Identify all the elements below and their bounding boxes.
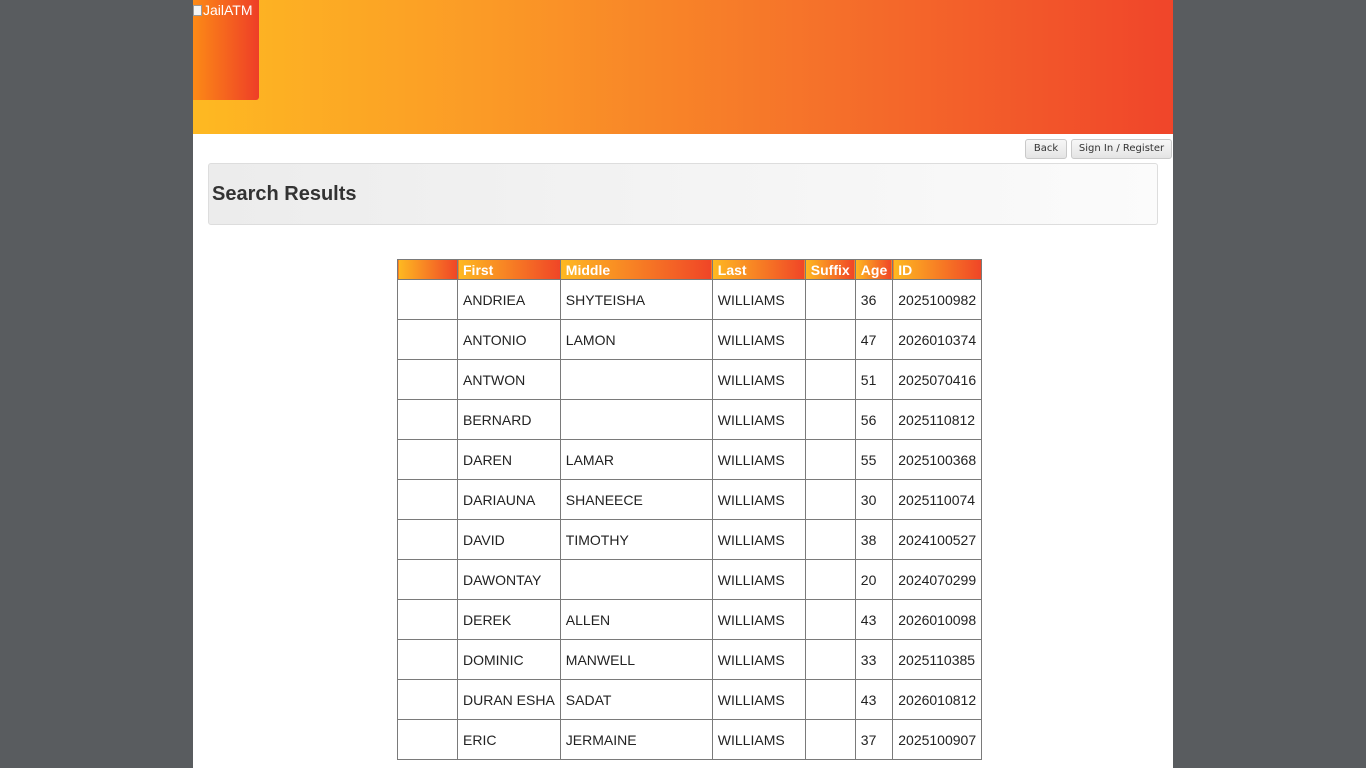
column-header-age[interactable]: Age <box>855 260 892 280</box>
photo-cell[interactable] <box>398 280 458 320</box>
cell-first: ANTWON <box>458 360 561 400</box>
cell-age: 36 <box>855 280 892 320</box>
cell-suffix <box>805 280 855 320</box>
table-row[interactable] <box>398 360 982 400</box>
cell-suffix <box>805 440 855 480</box>
cell-last: WILLIAMS <box>712 600 805 640</box>
table-header-row <box>398 260 982 280</box>
cell-id: 2026010812 <box>893 680 982 720</box>
cell-age: 47 <box>855 320 892 360</box>
cell-first: ERIC <box>458 720 561 760</box>
cell-id: 2025100982 <box>893 280 982 320</box>
cell-middle <box>560 360 712 400</box>
cell-age: 43 <box>855 680 892 720</box>
cell-first: ANTONIO <box>458 320 561 360</box>
column-header-first[interactable]: First <box>458 260 561 280</box>
cell-id: 2024070299 <box>893 560 982 600</box>
site-banner <box>193 0 1173 134</box>
column-header-suffix[interactable]: Suffix <box>805 260 855 280</box>
cell-first: DOMINIC <box>458 640 561 680</box>
cell-middle: SADAT <box>560 680 712 720</box>
cell-last: WILLIAMS <box>712 320 805 360</box>
cell-suffix <box>805 560 855 600</box>
column-header-id[interactable]: ID <box>893 260 982 280</box>
cell-age: 37 <box>855 720 892 760</box>
column-header-photo <box>398 260 458 280</box>
column-header-middle[interactable]: Middle <box>560 260 712 280</box>
photo-cell[interactable] <box>398 480 458 520</box>
table-row[interactable] <box>398 520 982 560</box>
cell-age: 30 <box>855 480 892 520</box>
cell-last: WILLIAMS <box>712 640 805 680</box>
cell-first: DAWONTAY <box>458 560 561 600</box>
cell-last: WILLIAMS <box>712 280 805 320</box>
photo-cell[interactable] <box>398 600 458 640</box>
photo-cell[interactable] <box>398 520 458 560</box>
table-row[interactable] <box>398 320 982 360</box>
table-row[interactable] <box>398 600 982 640</box>
cell-id: 2025100368 <box>893 440 982 480</box>
table-row[interactable] <box>398 480 982 520</box>
cell-id: 2025110074 <box>893 480 982 520</box>
cell-age: 55 <box>855 440 892 480</box>
cell-first: DARIAUNA <box>458 480 561 520</box>
cell-suffix <box>805 600 855 640</box>
cell-middle: LAMAR <box>560 440 712 480</box>
photo-cell[interactable] <box>398 320 458 360</box>
table-row[interactable] <box>398 680 982 720</box>
site-logo[interactable] <box>193 0 259 100</box>
photo-cell[interactable] <box>398 440 458 480</box>
cell-age: 33 <box>855 640 892 680</box>
cell-last: WILLIAMS <box>712 560 805 600</box>
cell-last: WILLIAMS <box>712 400 805 440</box>
sign-in-register-button[interactable]: Sign In / Register <box>1071 139 1172 159</box>
cell-middle: TIMOTHY <box>560 520 712 560</box>
page-title: Search Results <box>212 183 357 205</box>
cell-first: BERNARD <box>458 400 561 440</box>
cell-middle: MANWELL <box>560 640 712 680</box>
cell-age: 56 <box>855 400 892 440</box>
cell-first: DURAN ESHA <box>458 680 561 720</box>
table-row[interactable] <box>398 400 982 440</box>
cell-suffix <box>805 480 855 520</box>
cell-id: 2025100907 <box>893 720 982 760</box>
cell-first: DEREK <box>458 600 561 640</box>
cell-id: 2025110385 <box>893 640 982 680</box>
results-table-body <box>398 280 982 760</box>
cell-id: 2024100527 <box>893 520 982 560</box>
cell-id: 2025070416 <box>893 360 982 400</box>
photo-cell[interactable] <box>398 720 458 760</box>
cell-middle <box>560 400 712 440</box>
cell-first: DAVID <box>458 520 561 560</box>
cell-suffix <box>805 720 855 760</box>
table-row[interactable] <box>398 280 982 320</box>
cell-age: 43 <box>855 600 892 640</box>
column-header-last[interactable]: Last <box>712 260 805 280</box>
cell-last: WILLIAMS <box>712 720 805 760</box>
broken-image-icon <box>193 5 202 16</box>
photo-cell[interactable] <box>398 680 458 720</box>
cell-first: DAREN <box>458 440 561 480</box>
photo-cell[interactable] <box>398 560 458 600</box>
results-table <box>397 259 982 760</box>
cell-first: ANDRIEA <box>458 280 561 320</box>
cell-middle: ALLEN <box>560 600 712 640</box>
table-row[interactable] <box>398 640 982 680</box>
cell-last: WILLIAMS <box>712 520 805 560</box>
photo-cell[interactable] <box>398 360 458 400</box>
table-row[interactable] <box>398 720 982 760</box>
cell-suffix <box>805 320 855 360</box>
cell-suffix <box>805 640 855 680</box>
cell-id: 2026010374 <box>893 320 982 360</box>
cell-suffix <box>805 400 855 440</box>
cell-age: 20 <box>855 560 892 600</box>
cell-middle: LAMON <box>560 320 712 360</box>
cell-last: WILLIAMS <box>712 440 805 480</box>
cell-suffix <box>805 680 855 720</box>
cell-suffix <box>805 520 855 560</box>
back-button[interactable]: Back <box>1025 139 1067 159</box>
cell-age: 38 <box>855 520 892 560</box>
cell-middle: JERMAINE <box>560 720 712 760</box>
photo-cell[interactable] <box>398 640 458 680</box>
cell-last: WILLIAMS <box>712 480 805 520</box>
cell-middle: SHYTEISHA <box>560 280 712 320</box>
cell-last: WILLIAMS <box>712 360 805 400</box>
cell-suffix <box>805 360 855 400</box>
cell-age: 51 <box>855 360 892 400</box>
cell-middle <box>560 560 712 600</box>
cell-last: WILLIAMS <box>712 680 805 720</box>
page-container <box>193 0 1173 768</box>
cell-middle: SHANEECE <box>560 480 712 520</box>
logo-alt-text <box>193 2 253 18</box>
table-row[interactable] <box>398 560 982 600</box>
table-row[interactable] <box>398 440 982 480</box>
photo-cell[interactable] <box>398 400 458 440</box>
results-header-panel <box>208 163 1158 225</box>
cell-id: 2025110812 <box>893 400 982 440</box>
cell-id: 2026010098 <box>893 600 982 640</box>
logo-alt-label: JailATM <box>203 2 253 18</box>
